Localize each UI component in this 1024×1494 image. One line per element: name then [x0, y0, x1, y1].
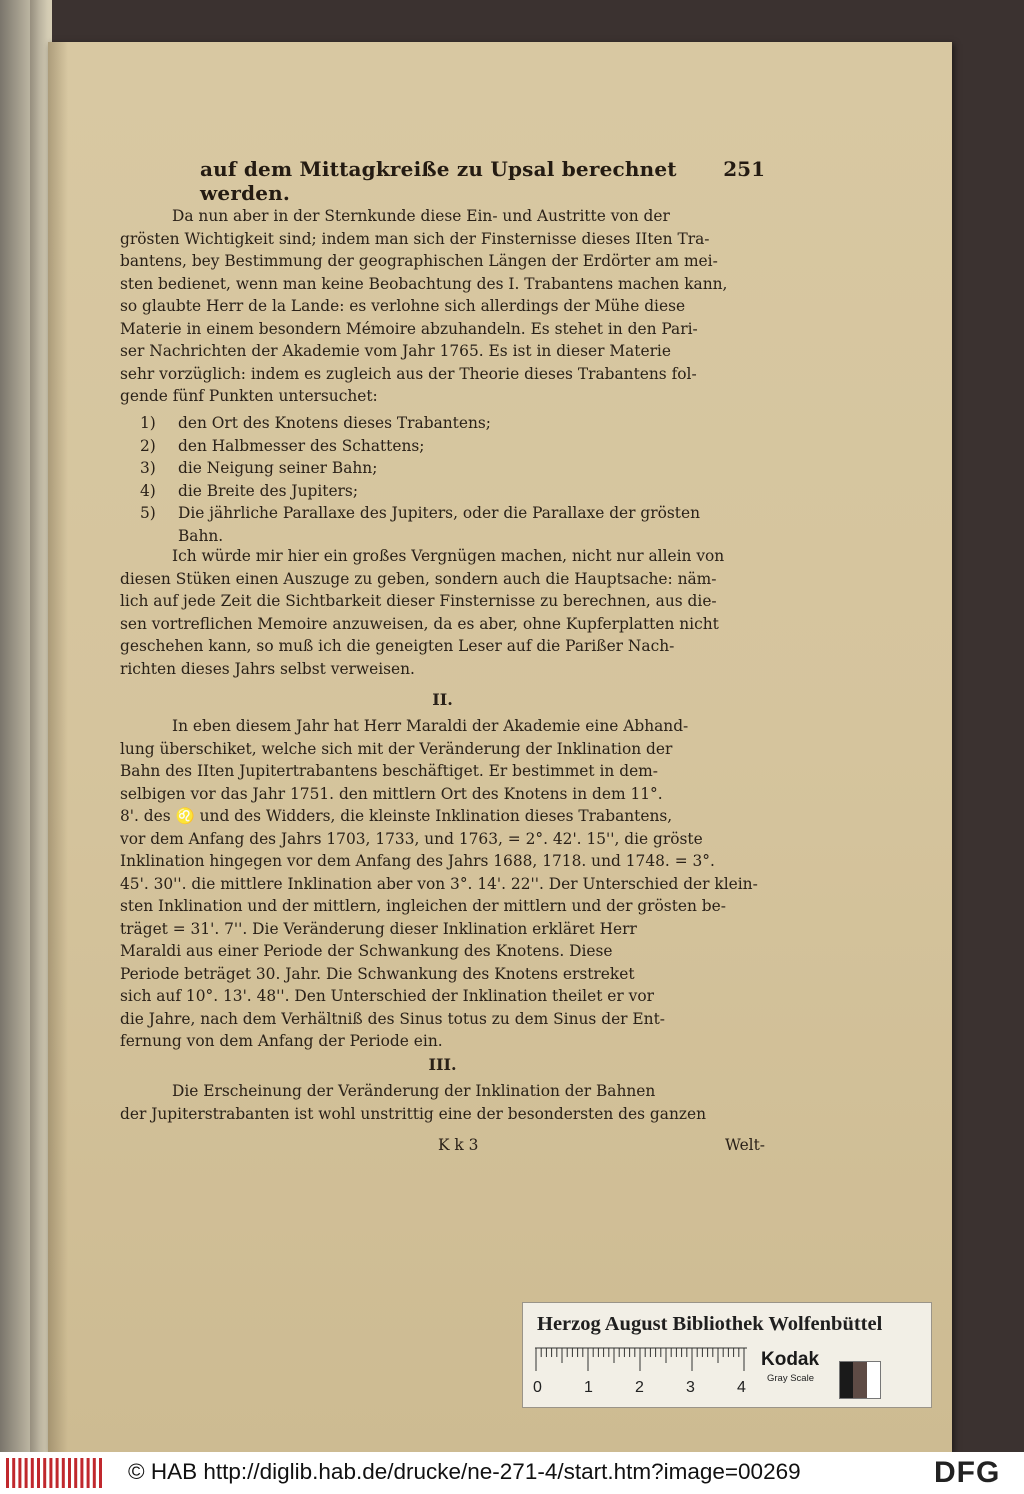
- section-heading-3: III.: [428, 1055, 457, 1074]
- text-line: der Jupiterstrabanten ist wohl unstrittig eine der besondersten des ganzen: [120, 1104, 706, 1123]
- text-line: vor dem Anfang des Jahrs 1703, 1733, und 1763, = 2°. 42'. 15'', die gröste: [120, 829, 703, 848]
- gray-scale-label: Gray Scale: [767, 1373, 814, 1384]
- text-line: lung überschiket, welche sich mit der Veränderung der Inklination der: [120, 739, 673, 758]
- list-text: die Breite des Jupiters;: [178, 481, 358, 500]
- logo-stripe: [80, 1458, 83, 1488]
- logo-stripe: [37, 1458, 40, 1488]
- text-line: Maraldi aus einer Periode der Schwankung des Knotens. Diese: [120, 942, 613, 960]
- kodak-brand: Kodak: [761, 1349, 820, 1370]
- page-footer: [120, 1136, 765, 1160]
- text-line: 8'. des ♌ und des Widders, die kleinste Inklination dieses Trabantens,: [120, 807, 673, 825]
- list-item: [140, 480, 765, 503]
- logo-stripe: [87, 1458, 90, 1488]
- library-label-card: [522, 1302, 932, 1408]
- text-line: sten bedienet, wenn man keine Beobachtung des I. Trabantens machen kann,: [120, 274, 728, 293]
- text-line: bantens, bey Bestimmung der geographischen Längen der Erdörter am mei-: [120, 252, 718, 270]
- text-line: grösten Wichtigkeit sind; indem man sich der Finsternisse dieses IIten Tra-: [120, 229, 710, 248]
- list-item: [140, 412, 765, 435]
- logo-stripe: [74, 1458, 77, 1488]
- text-line: sehr vorzüglich: indem es zugleich aus der Theorie dieses Trabantens fol-: [120, 364, 697, 383]
- text-line: richten dieses Jahrs selbst verweisen.: [120, 659, 415, 678]
- list-item: [140, 525, 765, 548]
- signature-mark: K k 3: [438, 1136, 479, 1154]
- text-line: sich auf 10°. 13'. 48''. Den Unterschied der Inklination theilet er vor: [120, 987, 654, 1005]
- ruler-number: 3: [686, 1379, 695, 1396]
- hab-logo-icon: [6, 1458, 106, 1488]
- text-line: Materie in einem besondern Mémoire abzuhandeln. Es stehet in den Pari-: [120, 319, 698, 338]
- numbered-list: [140, 412, 765, 547]
- text-line: Periode beträget 30. Jahr. Die Schwankung des Knotens erstreket: [120, 964, 635, 983]
- list-number: 1): [140, 414, 156, 432]
- list-number: [140, 525, 178, 548]
- gray-scale-swatch: [839, 1361, 881, 1399]
- logo-stripe: [31, 1458, 34, 1488]
- list-number: 4): [140, 481, 156, 500]
- section-heading-2: II.: [432, 690, 453, 709]
- copyright-link[interactable]: © HAB http://diglib.hab.de/drucke/ne-271-4/start.htm?image=00269: [128, 1459, 801, 1484]
- text-line: sten Inklination und der mittlern, ingleichen der mittlern und der grösten be-: [120, 897, 726, 915]
- text-line: gende fünf Punkten untersuchet:: [120, 387, 378, 405]
- page-gutter-shadow: [48, 42, 68, 1452]
- text-line: Da nun aber in der Sternkunde diese Ein- und Austritte von der: [172, 207, 670, 225]
- list-text: den Ort des Knotens dieses Trabantens;: [178, 414, 491, 432]
- list-number: 3): [140, 459, 156, 477]
- section-3-text: [120, 1080, 765, 1125]
- footer-bar: [0, 1452, 1024, 1494]
- list-number: 5): [140, 504, 156, 522]
- logo-stripe: [99, 1458, 102, 1488]
- text-line: so glaubte Herr de la Lande: es verlohne sich allerdings der Mühe diese: [120, 297, 686, 315]
- list-number: 2): [140, 436, 156, 455]
- logo-stripe: [25, 1458, 28, 1488]
- ruler-number: 0: [533, 1379, 542, 1396]
- logo-stripe: [93, 1458, 96, 1488]
- text-line: die Jahre, nach dem Verhältniß des Sinus totus zu dem Sinus der Ent-: [120, 1009, 665, 1028]
- text-line: ser Nachrichten der Akademie vom Jahr 1765. Es ist in dieser Materie: [120, 342, 671, 360]
- text-line: Bahn des IIten Jupitertrabantens beschäftiget. Er bestimmet in dem-: [120, 762, 658, 780]
- logo-stripe: [18, 1458, 21, 1488]
- text-line: 45'. 30''. die mittlere Inklination aber von 3°. 14'. 22''. Der Unterschied der klein-: [120, 874, 758, 893]
- list-text: den Halbmesser des Schattens;: [178, 436, 425, 455]
- logo-stripe: [68, 1458, 71, 1488]
- text-line: Inklination hingegen vor dem Anfang des Jahrs 1688, 1718. und 1748. = 3°.: [120, 852, 715, 870]
- paragraph-1: [120, 205, 765, 408]
- logo-stripe: [56, 1458, 59, 1488]
- text-line: selbigen vor das Jahr 1751. den mittlern Ort des Knotens in dem 11°.: [120, 784, 663, 803]
- text-line: lich auf jede Zeit die Sichtbarkeit dieser Finsternisse zu berechnen, aus die-: [120, 592, 717, 610]
- ruler-number: 1: [584, 1379, 593, 1396]
- logo-stripe: [49, 1458, 52, 1488]
- list-item: [140, 457, 765, 480]
- ruler-number: 4: [737, 1379, 746, 1396]
- logo-stripe: [6, 1458, 9, 1488]
- library-name: Herzog August Bibliothek Wolfenbüttel: [537, 1313, 883, 1335]
- list-text: Bahn.: [178, 526, 224, 545]
- section-2-text: [120, 715, 765, 1053]
- text-line: In eben diesem Jahr hat Herr Maraldi der Akademie eine Abhand-: [172, 717, 689, 735]
- text-line: fernung von dem Anfang der Periode ein.: [120, 1032, 443, 1050]
- catchword: Welt-: [725, 1136, 765, 1154]
- text-line: Die Erscheinung der Veränderung der Inklination der Bahnen: [172, 1082, 656, 1100]
- logo-stripe: [43, 1458, 46, 1488]
- page-number: 251: [723, 157, 765, 181]
- list-item: [140, 502, 765, 525]
- list-text: Die jährliche Parallaxe des Jupiters, oder die Parallaxe der grösten: [178, 504, 700, 522]
- list-text: die Neigung seiner Bahn;: [178, 459, 378, 477]
- list-item: [140, 435, 765, 458]
- logo-stripe: [12, 1458, 15, 1488]
- scale-ruler: [535, 1347, 747, 1373]
- text-line: träget = 31'. 7''. Die Veränderung dieser Inklination erkläret Herr: [120, 919, 637, 938]
- text-line: sen vortreflichen Memoire anzuweisen, da es aber, ohne Kupferplatten nicht: [120, 614, 719, 633]
- adjacent-page-edge: [0, 0, 52, 1494]
- paragraph-2: [120, 545, 765, 680]
- ruler-number: 2: [635, 1379, 644, 1396]
- logo-stripe: [62, 1458, 65, 1488]
- dfg-logo: DFG: [934, 1456, 1001, 1489]
- running-header: [200, 157, 765, 205]
- text-line: Ich würde mir hier ein großes Vergnügen machen, nicht nur allein von: [172, 547, 725, 565]
- running-title: auf dem Mittagkreiße zu Upsal berechnet werden.: [200, 157, 677, 205]
- text-line: diesen Stüken einen Auszuge zu geben, sondern auch die Hauptsache: näm-: [120, 569, 717, 588]
- text-line: geschehen kann, so muß ich die geneigten Leser auf die Parißer Nach-: [120, 637, 675, 655]
